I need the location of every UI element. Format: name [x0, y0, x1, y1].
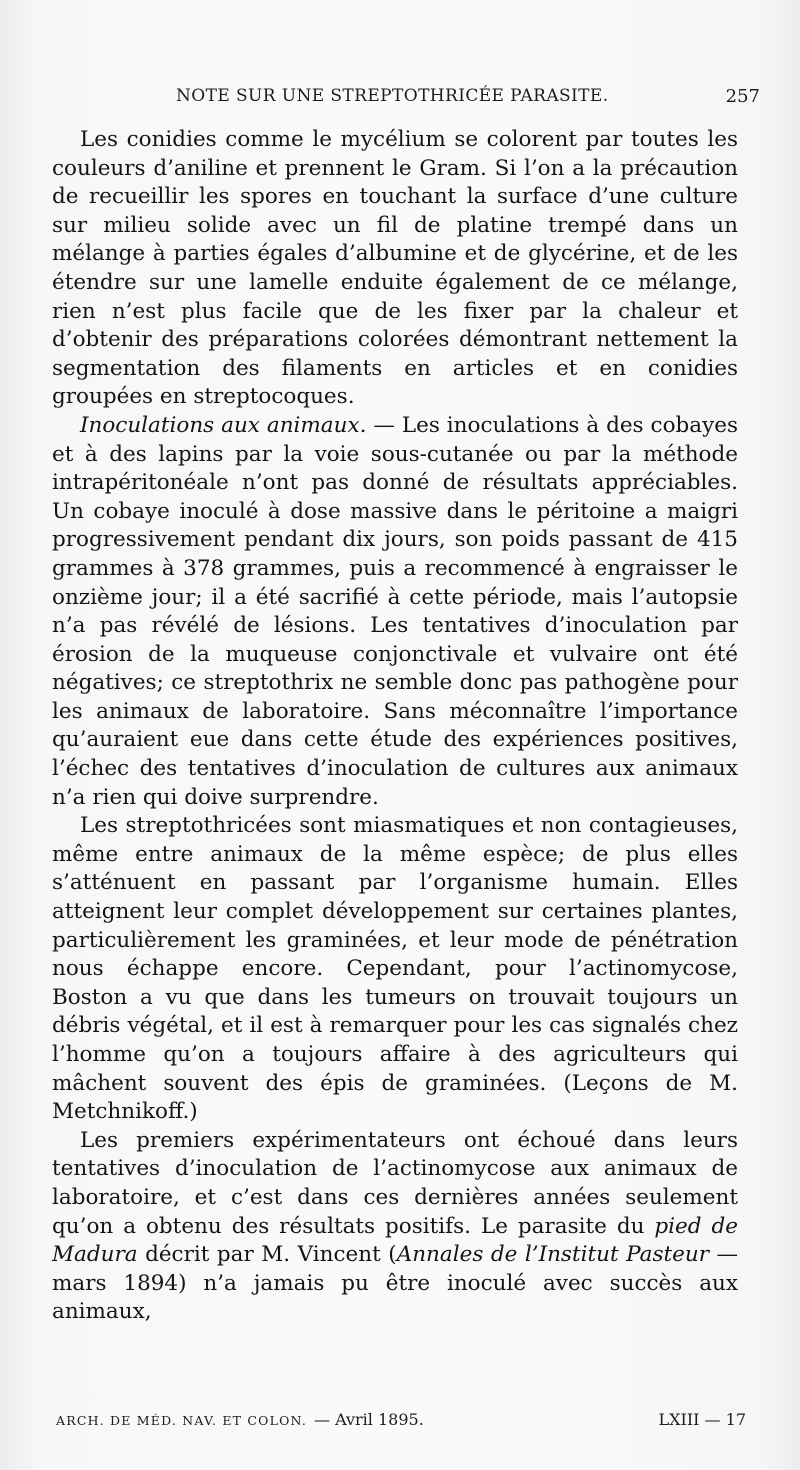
- term-pied-de-madura: pied de Madura: [52, 1213, 738, 1268]
- citation-annales-institut-pasteur: Annales de l’Institut Pasteur: [396, 1242, 709, 1268]
- footer-journal: ARCH. DE MÉD. NAV. ET COLON.: [56, 1413, 308, 1428]
- paragraph-inoculations-text: — Les inoculations à des cobayes et à des lapins par la voie sous-cutanée ou par la méthode intrapéritonéale n’ont pas donné de résultats appréciables. Un cobaye inoculé à dose massive dans le péritoine a maigri progressivement pendant dix jours, son poids passant de 415 grammes à 378 grammes, puis a recommencé à engraisser le onzième jour; il a été sacrifié à cette période, mais l’autopsie n’a pas révélé de lésions. Les tentatives d’inoculation par érosion de la muqueuse conjonctivale et vulvaire ont été négatives; ce streptothrix ne semble donc pas pathogène pour les animaux de laboratoire. Sans méconnaître l’importance qu’auraient eue dans cette étude des expériences positives, l’échec des tentatives d’inoculation de cultures aux animaux n’a rien qui doive surprendre.: [52, 412, 738, 810]
- paragraph-experimentateurs-text-a: Les premiers expérimentateurs ont échoué dans leurs tentatives d’inoculation de l’actinomycose aux animaux de laboratoire, et c’est dans ces dernières années seulement qu’on a obtenu des résultats positifs. Le parasite du: [52, 1127, 738, 1239]
- paragraph-streptothricees: Les streptothricées sont miasmatiques et non contagieuses, même entre animaux de la même espèce; de plus elles s’atténuent en passant par l’organisme humain. Elles atteignent leur complet développement sur certaines plantes, particulièrement les graminées, et leur mode de pénétration nous échappe encore. Cependant, pour l’actinomycose, Boston a vu que dans les tumeurs on trouvait toujours un débris végétal, et il est à remarquer pour les cas signalés chez l’homme qu’on a toujours affaire à des agriculteurs qui mâchent souvent des épis de graminées. (Leçons de M. Metchnikoff.): [52, 813, 738, 1125]
- paragraph-experimentateurs-text-c: — mars 1894) n’a jamais pu être inoculé avec succès aux animaux,: [52, 1242, 738, 1325]
- footer-date: — Avril 1895.: [314, 1410, 424, 1429]
- section-heading-inoculations: Inoculations aux animaux.: [80, 412, 367, 438]
- body-text: [52, 126, 738, 1327]
- page-header: [0, 86, 800, 110]
- paragraph-inoculations: [52, 412, 738, 812]
- paragraph-experimentateurs-text-b: décrit par M. Vincent (: [137, 1242, 397, 1268]
- paragraph-experimentateurs: [52, 1127, 738, 1327]
- page-footer: [56, 1410, 746, 1434]
- running-title: NOTE SUR UNE STREPTOTHRICÉE PARASITE.: [176, 86, 609, 106]
- paragraph-conidies: Les conidies comme le mycélium se colorent par toutes les couleurs d’aniline et prennent le Gram. Si l’on a la précaution de recueillir les spores en touchant la surface d’une culture sur milieu solide avec un fil de platine trempé dans un mélange à parties égales d’albumine et de glycérine, et de les étendre sur une lamelle enduite également de ce mélange, rien n’est plus facile que de les fixer par la chaleur et d’obtenir des préparations colorées démontrant nettement la segmentation des filaments en articles et en conidies groupées en streptocoques.: [52, 127, 738, 410]
- footer-signature: LXIII — 17: [658, 1410, 746, 1429]
- page-number: 257: [725, 86, 760, 107]
